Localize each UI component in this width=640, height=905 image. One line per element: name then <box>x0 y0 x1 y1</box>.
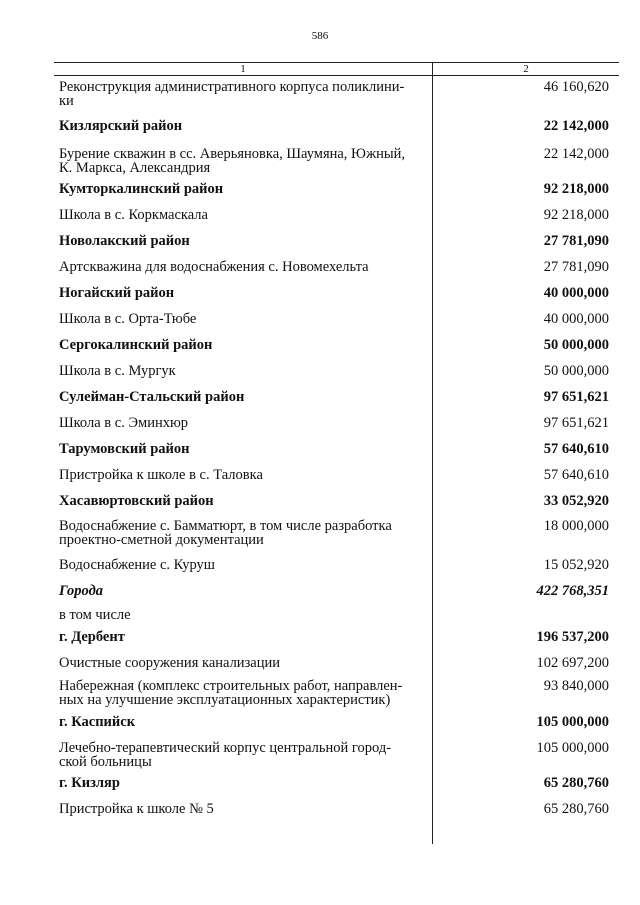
row-name: Реконструкция административного корпуса поликлини- ки <box>59 79 405 109</box>
row-value: 92 218,000 <box>543 207 609 223</box>
row-value: 18 000,000 <box>543 518 609 534</box>
row-value: 40 000,000 <box>543 285 609 301</box>
header-col-1: 1 <box>240 63 246 75</box>
row-value: 102 697,200 <box>536 655 609 671</box>
row-name: Кумторкалинский район <box>59 181 224 197</box>
row-value: 57 640,610 <box>543 441 609 457</box>
header-col-2: 2 <box>523 63 529 75</box>
row-value: 22 142,000 <box>543 146 609 162</box>
row-value: 40 000,000 <box>543 311 609 327</box>
row-name: Ногайский район <box>59 285 175 301</box>
row-value: 46 160,620 <box>543 79 609 95</box>
row-value: 105 000,000 <box>536 740 609 756</box>
row-name: Сергокалинский район <box>59 337 213 353</box>
row-value: 65 280,760 <box>543 775 609 791</box>
row-name: Тарумовский район <box>59 441 190 457</box>
row-value: 27 781,090 <box>543 259 609 275</box>
row-name: Кизлярский район <box>59 118 183 134</box>
row-value: 97 651,621 <box>543 389 609 405</box>
row-name: Школа в с. Орта-Тюбе <box>59 311 197 327</box>
row-name: Пристройка к школе № 5 <box>59 801 214 817</box>
row-name: Бурение скважин в сс. Аверьяновка, Шаумяна, Южный, К. Маркса, Александрия <box>59 146 406 176</box>
row-value: 196 537,200 <box>536 629 609 645</box>
row-name: Очистные сооружения канализации <box>59 655 281 671</box>
row-value: 105 000,000 <box>536 714 609 730</box>
row-value: 422 768,351 <box>536 583 609 599</box>
row-name: Артскважина для водоснабжения с. Новомехельта <box>59 259 369 275</box>
row-value: 15 052,920 <box>543 557 609 573</box>
row-name: г. Каспийск <box>59 714 136 730</box>
row-name: Школа в с. Эминхюр <box>59 415 189 431</box>
row-value: 97 651,621 <box>543 415 609 431</box>
row-name: Водоснабжение с. Куруш <box>59 557 215 573</box>
row-value: 57 640,610 <box>543 467 609 483</box>
row-value: 93 840,000 <box>543 678 609 694</box>
budget-table <box>54 62 619 844</box>
row-name: г. Дербент <box>59 629 125 645</box>
row-value: 27 781,090 <box>543 233 609 249</box>
row-name: Школа в с. Мургук <box>59 363 176 379</box>
row-name: Лечебно-терапевтический корпус центральной город- ской больницы <box>59 740 392 770</box>
page-number: 586 <box>311 30 329 42</box>
row-name: Водоснабжение с. Бамматюрт, в том числе разработка проектно-сметной документации <box>59 518 392 548</box>
row-value: 22 142,000 <box>543 118 609 134</box>
row-name: Города <box>59 583 104 599</box>
row-value: 65 280,760 <box>543 801 609 817</box>
row-name: Сулейман-Стальский район <box>59 389 245 405</box>
row-name: Пристройка к школе в с. Таловка <box>59 467 263 483</box>
row-value: 33 052,920 <box>543 493 609 509</box>
row-value: 50 000,000 <box>543 337 609 353</box>
row-value: 92 218,000 <box>543 181 609 197</box>
row-name: Новолакский район <box>59 233 190 249</box>
row-value: 50 000,000 <box>543 363 609 379</box>
row-name: г. Кизляр <box>59 775 120 791</box>
column-divider <box>432 62 433 844</box>
row-name: Школа в с. Коркмаскала <box>59 207 208 223</box>
row-name: в том числе <box>59 607 131 623</box>
row-name: Набережная (комплекс строительных работ, направлен- ных на улучшение эксплуатационных характеристик) <box>59 678 403 708</box>
row-name: Хасавюртовский район <box>59 493 214 509</box>
header-bottom-border <box>54 75 619 76</box>
